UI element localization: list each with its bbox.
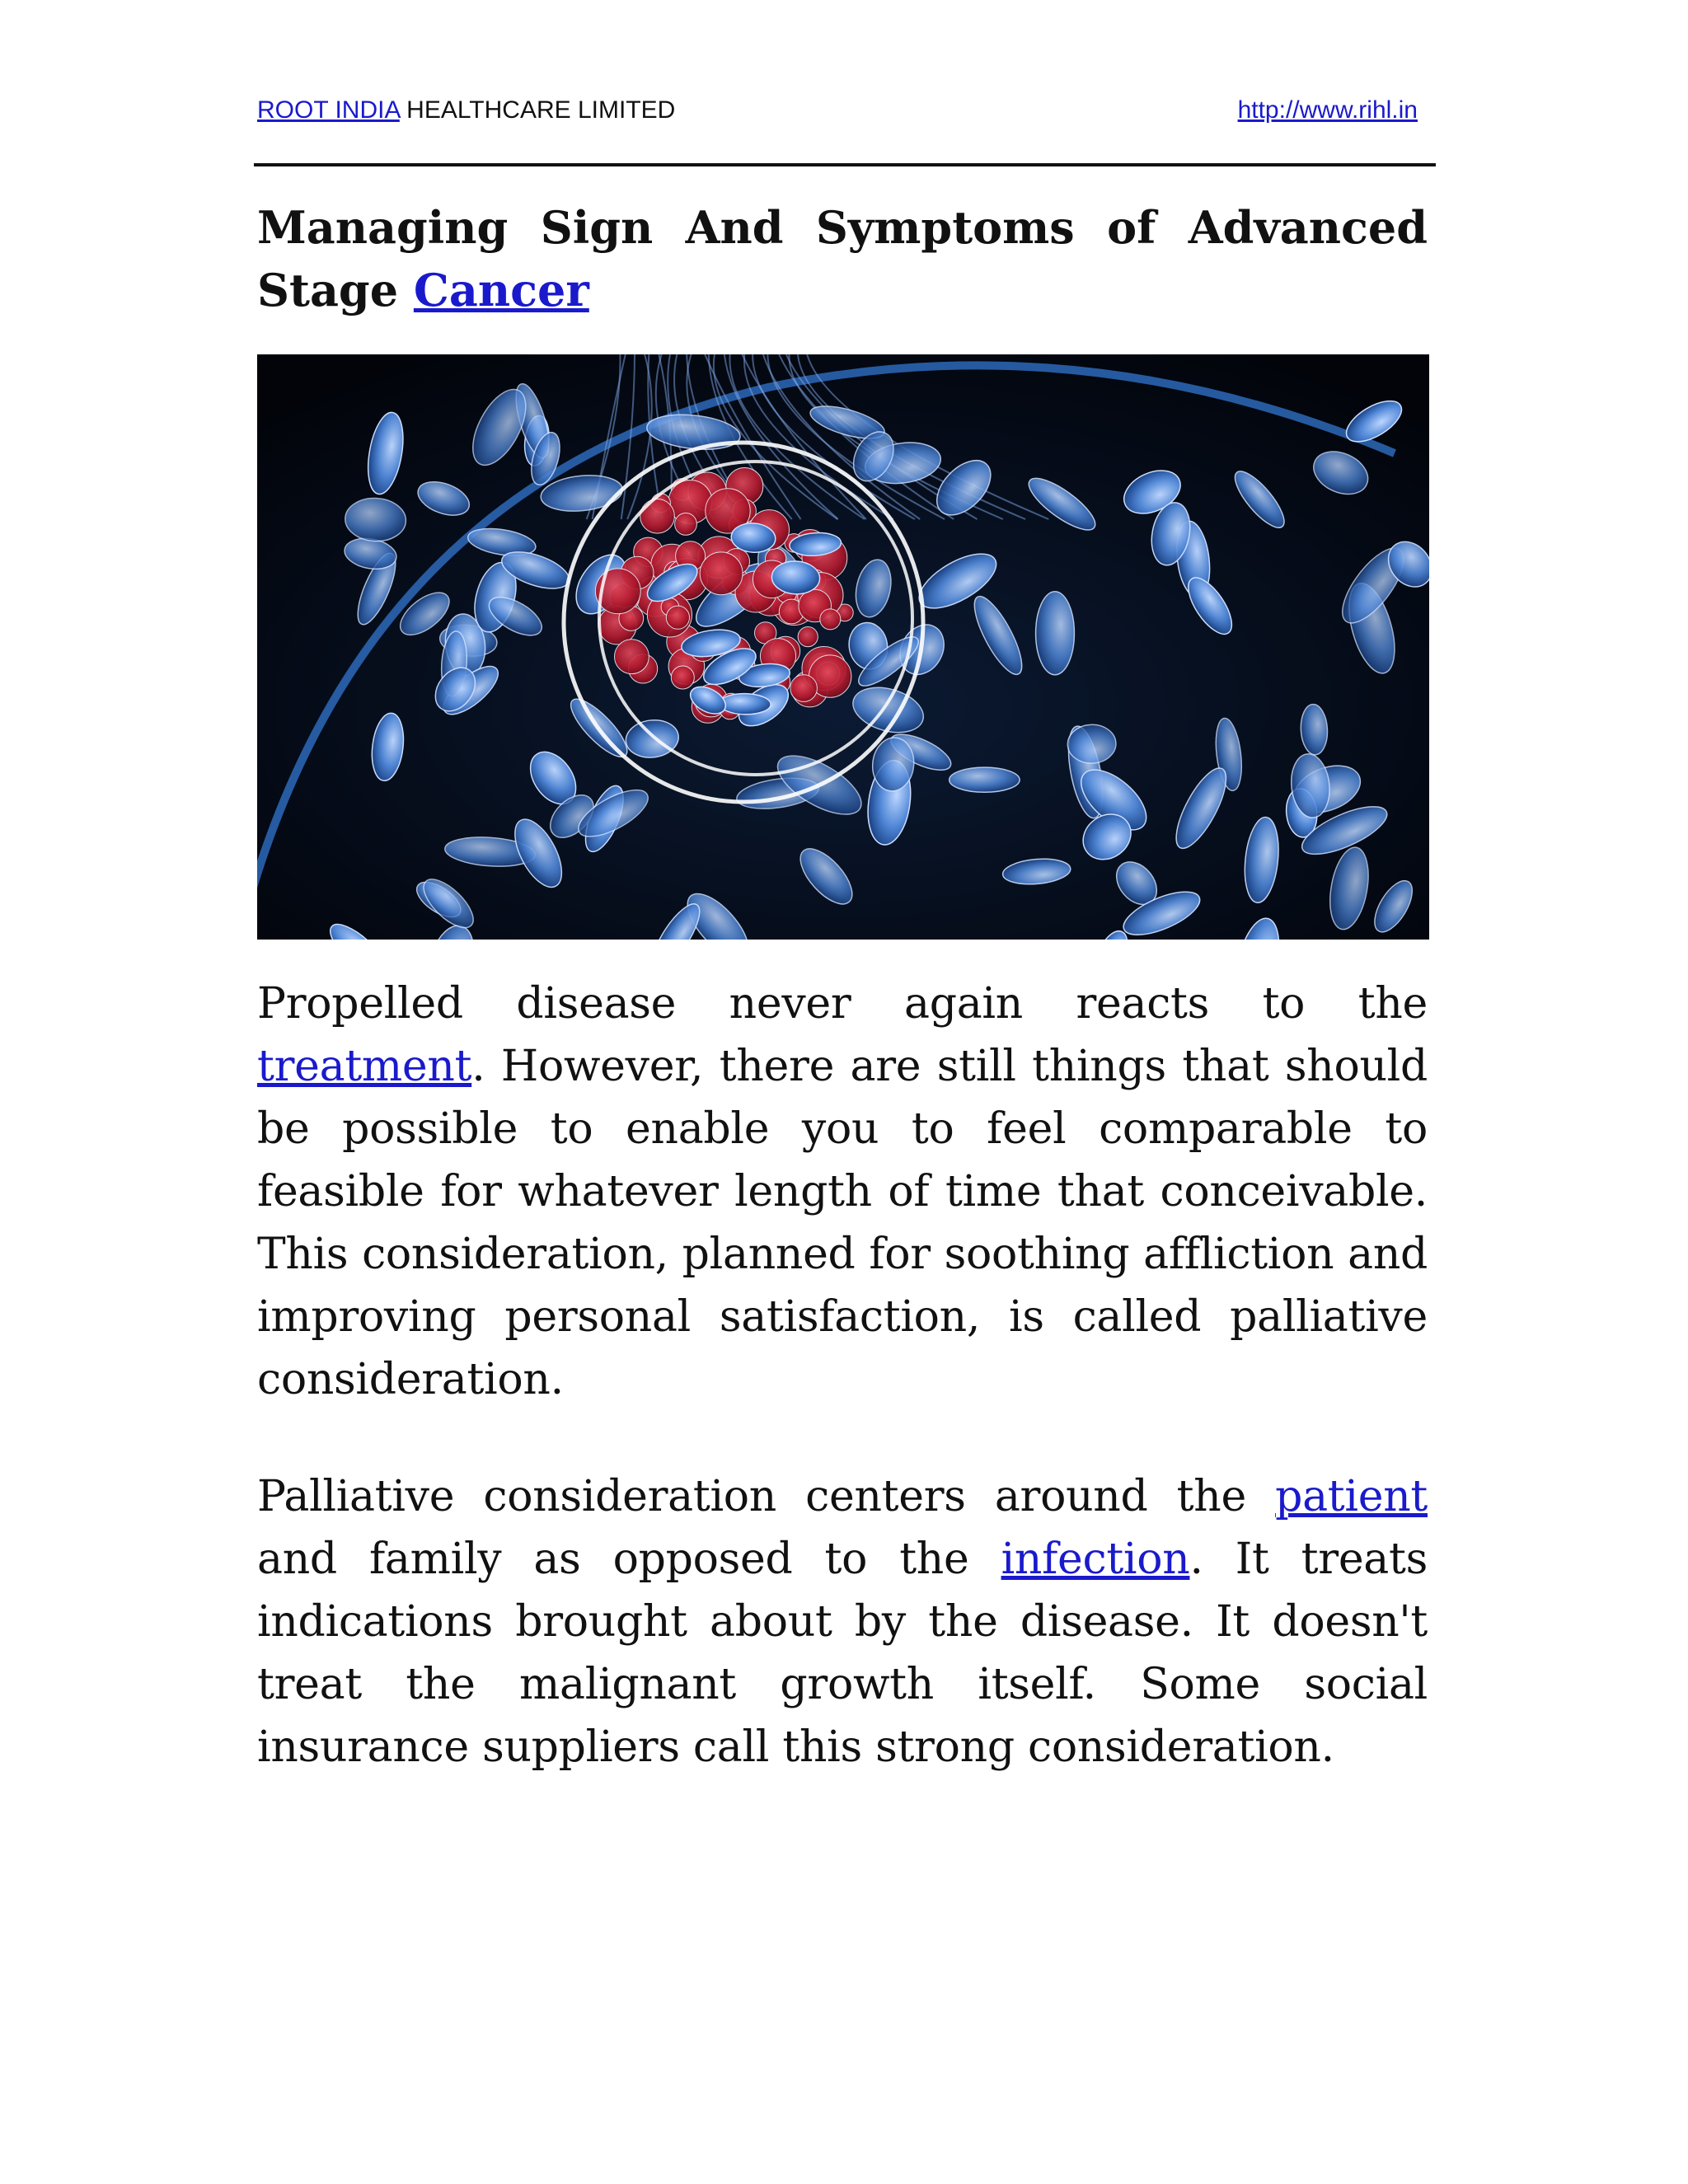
- tumor-cell: [790, 675, 818, 702]
- infection-link[interactable]: infection: [1001, 1535, 1190, 1584]
- blue-cell: [950, 767, 1020, 792]
- cancer-link[interactable]: Cancer: [413, 264, 589, 316]
- tumor-cell: [615, 640, 649, 674]
- page-title: [257, 196, 1428, 321]
- paragraph-1: [257, 972, 1428, 1411]
- website-link[interactable]: http://www.rihl.in: [1237, 96, 1418, 124]
- paragraph-1-text-start: Propelled disease never again reacts to the: [257, 979, 1428, 1029]
- header-divider: [254, 163, 1436, 166]
- tumor-cell: [820, 609, 841, 630]
- paragraph-2-text-2: and family as opposed to the: [257, 1535, 969, 1584]
- patient-link[interactable]: patient: [1275, 1472, 1428, 1521]
- paragraph-2-text-1: Palliative consideration centers around the: [257, 1472, 1246, 1521]
- tumor-cell: [798, 627, 818, 647]
- tumor-cell: [700, 552, 743, 595]
- company-name-rest: HEALTHCARE LIMITED: [406, 96, 676, 124]
- cancer-cells-graphic: [257, 354, 1429, 940]
- tumor-cell: [640, 499, 675, 534]
- paragraph-2-text-3: . It treats indications brought about by the disease. It doesn't treat the malignant growth itself. Some social insurance suppliers call this strong consideration.: [257, 1535, 1428, 1772]
- tumor-cell: [675, 513, 697, 536]
- blue-cell: [719, 693, 771, 715]
- root-india-link[interactable]: ROOT INDIA: [257, 96, 400, 124]
- cancer-cells-illustration: [257, 354, 1429, 940]
- company-name: [257, 92, 675, 129]
- paragraph-1-text-end: . However, there are still things that should be possible to enable you to feel comparable to feasible for whatever length of time that conceivable. This consideration, planned for soothing affliction and improving personal satisfaction, is called palliative consideration.: [257, 1042, 1428, 1404]
- page-header: [257, 92, 1418, 129]
- tumor-cell: [671, 666, 694, 689]
- paragraph-2: [257, 1465, 1428, 1779]
- tumor-cell: [666, 606, 689, 629]
- blue-cell: [1036, 592, 1075, 675]
- treatment-link[interactable]: treatment: [257, 1042, 472, 1091]
- title-text: Managing Sign And Symptoms of Advanced Stage: [257, 201, 1428, 316]
